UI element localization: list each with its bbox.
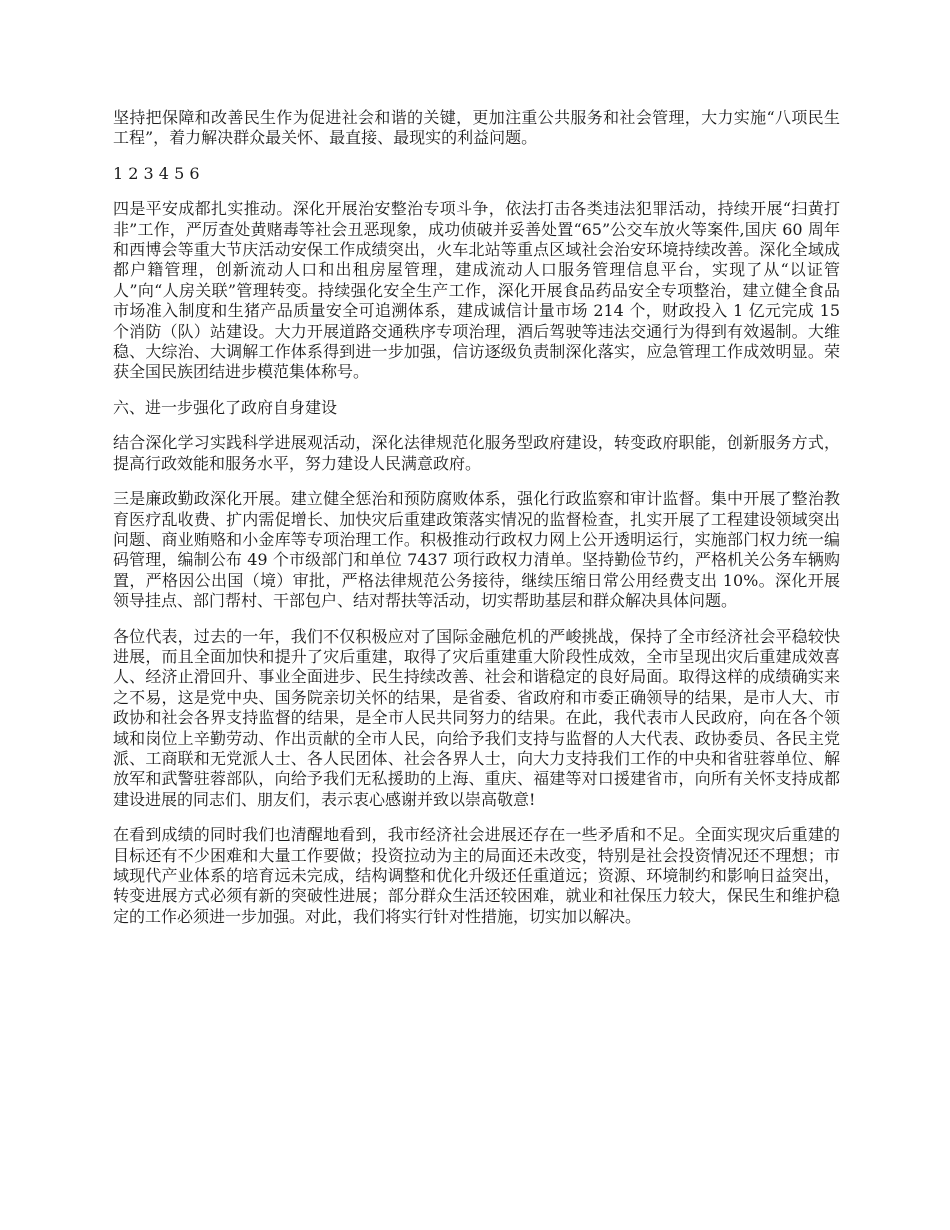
paragraph-livelihood: 坚持把保障和改善民生作为促进社会和谐的关键，更加注重公共服务和社会管理，大力实施“八项民生工程”，着力解决群众最关怀、最直接、最现实的利益问题。 <box>113 108 840 148</box>
paragraph-problems: 在看到成绩的同时我们也清醒地看到，我市经济社会进展还存在一些矛盾和不足。全面实现灾后重建的目标还有不少困难和大量工作要做；投资拉动为主的局面还未改变，特别是社会投资情况还不理想；市域现代产业体系的培育远未完成，结构调整和优化升级还任重道远；资源、环境制约和影响日益突出，转变进展方式必须有新的突破性进展；部分群众生活还较困难，就业和社保压力较大，保民生和维护稳定的工作必须进一步加强。对此，我们将实行针对性措施，切实加以解决。 <box>113 825 840 926</box>
paragraph-acknowledgements: 各位代表，过去的一年，我们不仅积极应对了国际金融危机的严峻挑战，保持了全市经济社会平稳较快进展，而且全面加快和提升了灾后重建，取得了灾后重建重大阶段性成效，全市呈现出灾后重建成效喜人、经济止滑回升、事业全面进步、民生持续改善、社会和谐稳定的良好局面。取得这样的成绩确实来之不易，这是党中央、国务院亲切关怀的结果，是省委、省政府和市委正确领导的结果，是市人大、市政协和社会各界支持监督的结果，是全市人民共同努力的结果。在此，我代表市人民政府，向在各个领域和岗位上辛勤劳动、作出贡献的全市人民，向给予我们支持与监督的人大代表、政协委员、各民主党派、工商联和无党派人士、各人民团体、社会各界人士，向大力支持我们工作的中央和省驻蓉单位、解放军和武警驻蓉部队，向给予我们无私援助的上海、重庆、福建等对口援建省市，向所有关怀支持成都建设进展的同志们、朋友们，表示衷心感谢并致以崇高敬意! <box>113 626 840 809</box>
page-numbers: 1 2 3 4 5 6 <box>113 163 200 183</box>
paragraph-safe-chengdu: 四是平安成都扎实推动。深化开展治安整治专项斗争，依法打击各类违法犯罪活动，持续开展“扫黄打非”工作，严厉查处黄赌毒等社会丑恶现象，成功侦破并妥善处置“65”公交车放火等案件,国庆 60 周年和西博会等重大节庆活动安保工作成绩突出，火车北站等重点区域社会治安环境持续改善。深化全域成都户籍管理，创新流动人口和出租房屋管理，建成流动人口服务管理信息平台，实现了从“以证管人”向“人房关联”管理转变。持续强化安全生产工作，深化开展食品药品安全专项整治，建立健全食品市场准入制度和生猪产品质量安全可追溯体系，建成诚信计量市场 214 个，财政投入 1 亿元完成 15 个消防（队）站建设。大力开展道路交通秩序专项治理，酒后驾驶等违法交通行为得到有效遏制。大维稳、大综治、大调解工作体系得到进一步加强，信访逐级负责制深化落实，应急管理工作成效明显。荣获全国民族团结进步模范集体称号。 <box>113 199 840 382</box>
document-body <box>113 108 840 942</box>
paragraph-clean-government: 三是廉政勤政深化开展。建立健全惩治和预防腐败体系，强化行政监察和审计监督。集中开展了整治教育医疗乱收费、扩内需促增长、加快灾后重建政策落实情况的监督检查，扎实开展了工程建设领域突出问题、商业贿赂和小金库等专项治理工作。积极推动行政权力网上公开透明运行，实施部门权力统一编码管理，编制公布 49 个市级部门和单位 7437 项行政权力清单。坚持勤俭节约，严格机关公务车辆购置，严格因公出国（境）审批，严格法律规范公务接待，继续压缩日常公用经费支出 10%。深化开展领导挂点、部门帮村、干部包户、结对帮扶等活动，切实帮助基层和群众解决具体问题。 <box>113 489 840 611</box>
section-heading-government-building: 六、进一步强化了政府自身建设 <box>113 397 338 417</box>
paragraph-government-reform: 结合深化学习实践科学进展观活动，深化法律规范化服务型政府建设，转变政府职能，创新服务方式，提高行政效能和服务水平，努力建设人民满意政府。 <box>113 433 840 473</box>
